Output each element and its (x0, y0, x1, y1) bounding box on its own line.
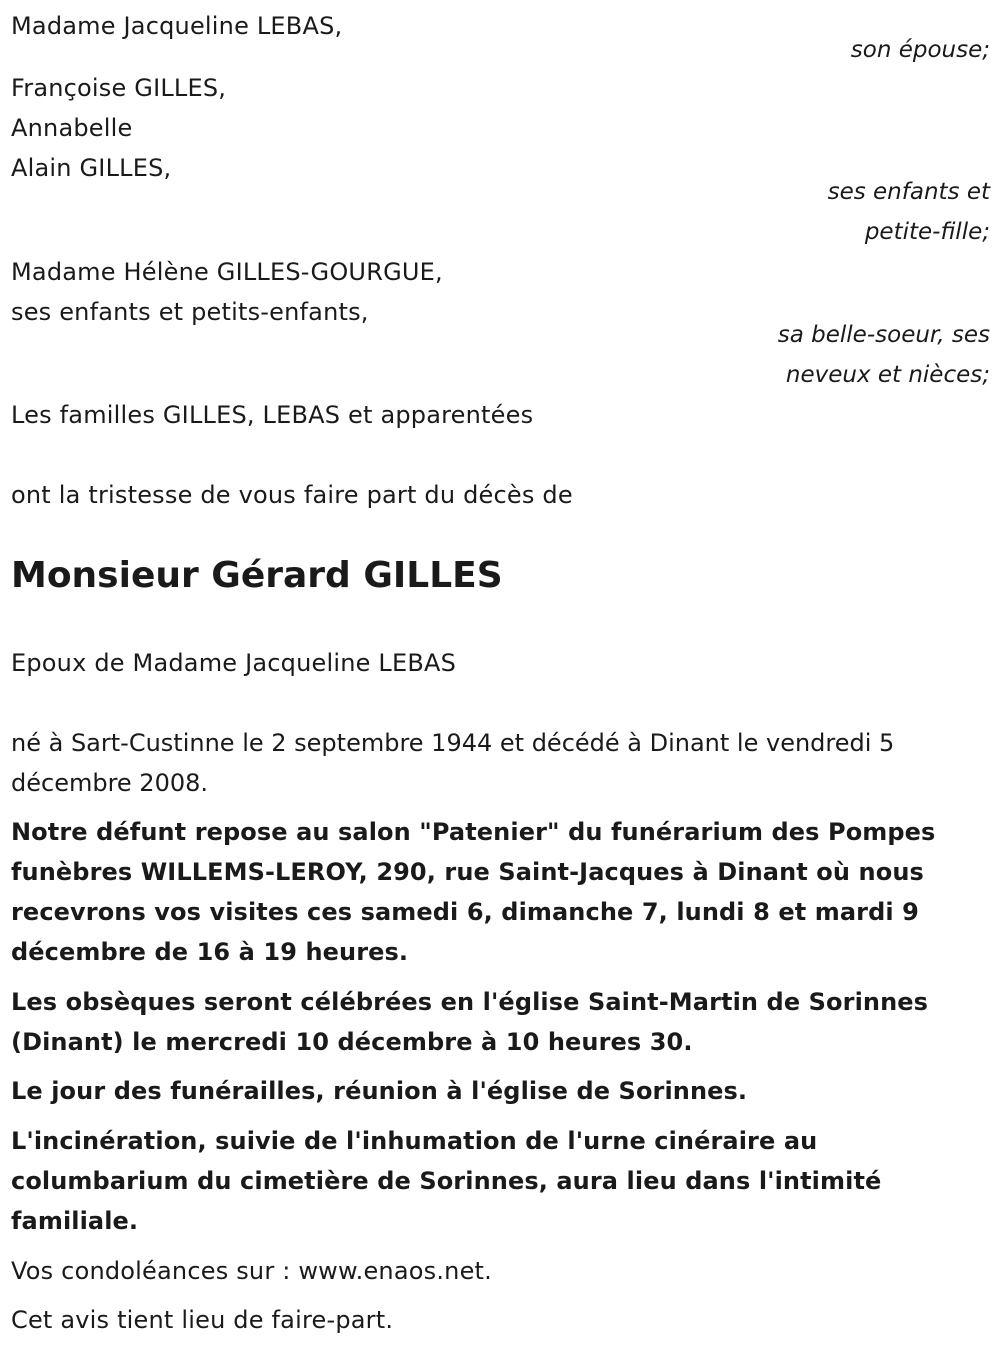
spouse-of-line: Epoux de Madame Jacqueline LEBAS (11, 649, 457, 677)
notice-text: Cet avis tient lieu de faire-part. (11, 1306, 394, 1334)
families-line: Les familles GILLES, LEBAS et apparentées (11, 401, 534, 429)
spouse-relation: son épouse; (850, 37, 990, 63)
inlaws-relation: sa belle-soeur, ses (777, 322, 990, 348)
child-name: Françoise GILLES, (11, 74, 227, 102)
funeral-details: Les obsèques seront célébrées en l'église Saint-Martin de Sorinnes (Dinant) le mercredi 10 décembre à 10 heures 30. (11, 988, 929, 1056)
meeting-details: Le jour des funérailles, réunion à l'église de Sorinnes. (11, 1077, 748, 1105)
children-relation: ses enfants et (827, 179, 990, 205)
inlaw-family: ses enfants et petits-enfants, (11, 298, 369, 326)
inlaw-name: Madame Hélène GILLES-GOURGUE, (11, 258, 443, 286)
spouse-name: Madame Jacqueline LEBAS, (11, 12, 343, 40)
cremation-details: L'incinération, suivie de l'inhumation de l'urne cinéraire au columbarium du cimetière de Sorinnes, aura lieu dans l'intimité familiale. (11, 1127, 882, 1235)
child-name: Annabelle (11, 114, 133, 142)
deceased-name: Monsieur Gérard GILLES (11, 555, 503, 596)
announcement-text: ont la tristesse de vous faire part du décès de (11, 481, 573, 509)
children-relation: petite-fille; (864, 219, 990, 245)
child-name: Alain GILLES, (11, 154, 172, 182)
inlaws-relation: neveux et nièces; (785, 362, 990, 388)
condolences-text: Vos condoléances sur : www.enaos.net. (11, 1257, 492, 1285)
birth-death-text: né à Sart-Custinne le 2 septembre 1944 et décédé à Dinant le vendredi 5 décembre 2008. (11, 729, 895, 797)
viewing-details: Notre défunt repose au salon "Patenier" du funérarium des Pompes funèbres WILLEMS-LEROY, 290, rue Saint-Jacques à Dinant où nous recevrons vos visites ces samedi 6, dimanche 7, lundi 8 et mardi 9 décembre de 16 à 19 heures. (11, 818, 936, 966)
